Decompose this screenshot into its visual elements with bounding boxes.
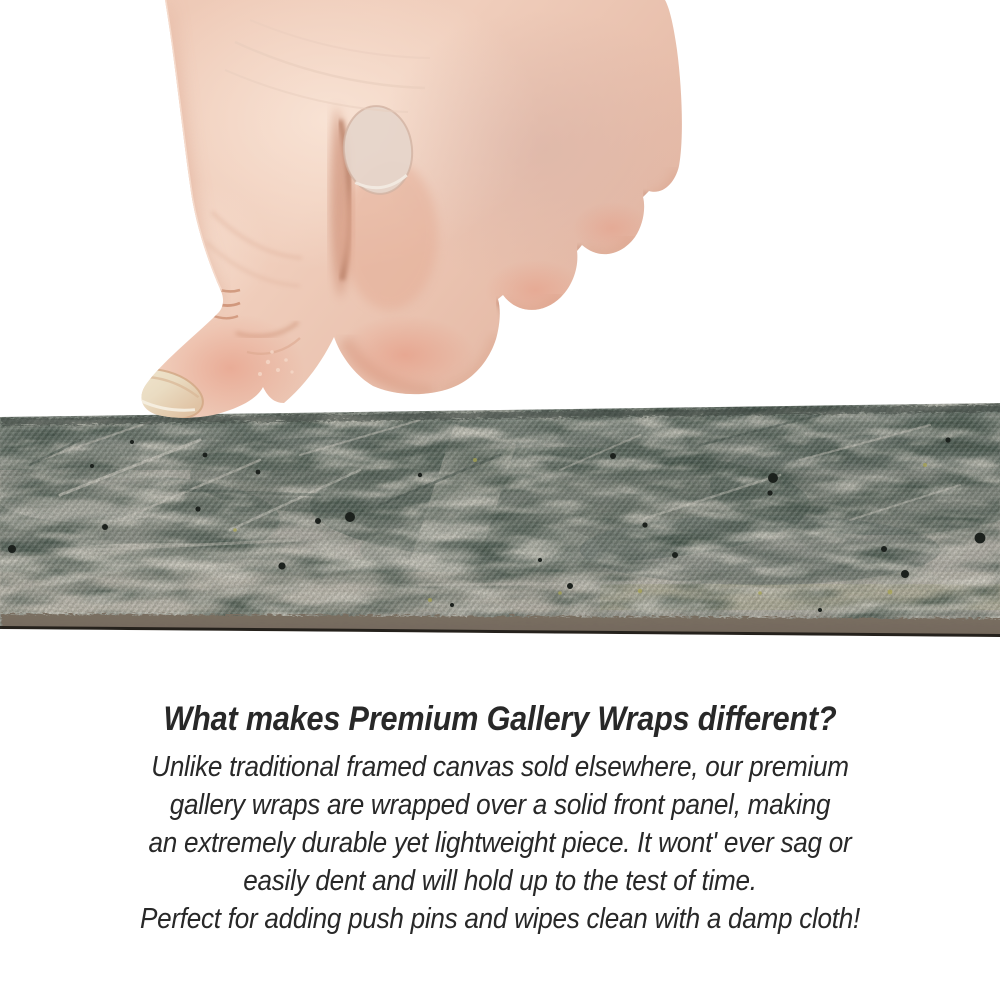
canvas-strip-photo (0, 400, 1000, 640)
hand-photo (0, 0, 1000, 422)
copy-line: Unlike traditional framed canvas sold elsewhere, our premium (151, 751, 849, 783)
copy-line: an extremely durable yet lightweight piece. It wont' ever sag or (148, 827, 852, 859)
copy-line: Perfect for adding push pins and wipes clean with a damp cloth! (139, 903, 861, 935)
marketing-copy (50, 697, 950, 938)
copy-line: easily dent and will hold up to the test of time. (243, 865, 757, 897)
copy-line: gallery wraps are wrapped over a solid front panel, making (169, 789, 831, 821)
headline: What makes Premium Gallery Wraps different? (163, 700, 837, 738)
